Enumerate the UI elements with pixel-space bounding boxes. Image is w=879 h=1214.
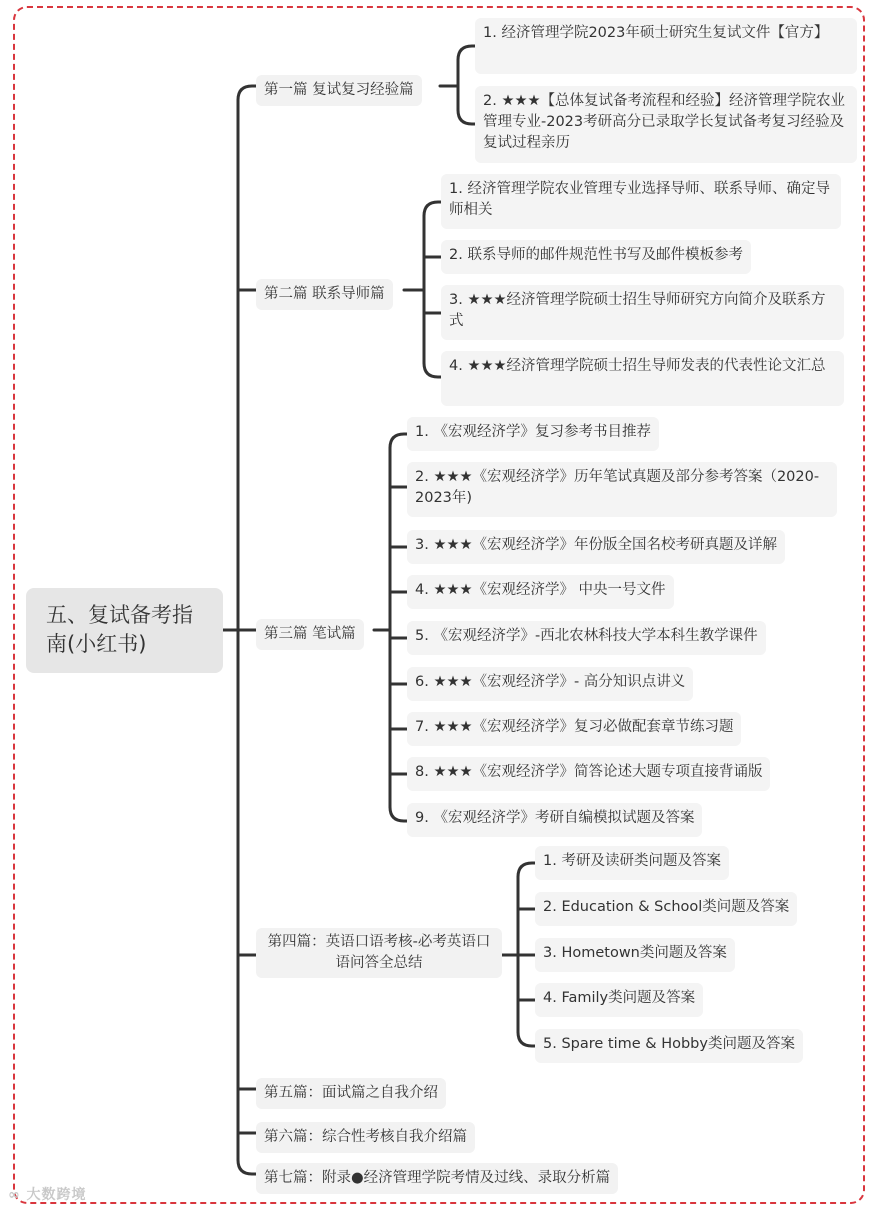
chapter-3-item: 7. ★★★《宏观经济学》复习必做配套章节练习题	[407, 712, 741, 746]
chapter-1-item: 2. ★★★【总体复试备考流程和经验】经济管理学院农业管理专业-2023考研高分已录取学长复试备考复习经验及复试过程亲历	[475, 86, 857, 163]
watermark	[8, 1184, 87, 1204]
chapter-4-item: 5. Spare time & Hobby类问题及答案	[535, 1029, 803, 1063]
chapter-1-node: 第一篇 复试复习经验篇	[256, 75, 422, 106]
chapter-3-item: 8. ★★★《宏观经济学》简答论述大题专项直接背诵版	[407, 757, 770, 791]
chapter-4-item: 4. Family类问题及答案	[535, 983, 703, 1017]
chapter-3-item: 6. ★★★《宏观经济学》- 高分知识点讲义	[407, 667, 693, 701]
chapter-3-item: 3. ★★★《宏观经济学》年份版全国名校考研真题及详解	[407, 530, 785, 564]
chapter-2-item: 4. ★★★经济管理学院硕士招生导师发表的代表性论文汇总	[441, 351, 844, 406]
chapter-3-node: 第三篇 笔试篇	[256, 619, 364, 650]
chapter-4-item: 3. Hometown类问题及答案	[535, 938, 735, 972]
chapter-2-node: 第二篇 联系导师篇	[256, 279, 393, 310]
chapter-2-item: 3. ★★★经济管理学院硕士招生导师研究方向简介及联系方式	[441, 285, 844, 340]
chapter-4-node: 第四篇：英语口语考核-必考英语口语问答全总结	[256, 928, 502, 978]
chapter-2-item: 2. 联系导师的邮件规范性书写及邮件模板参考	[441, 240, 751, 274]
watermark-text: 大数跨境	[26, 1187, 87, 1203]
watermark-logo-icon: ∞	[8, 1187, 21, 1203]
chapter-4-item: 2. Education & School类问题及答案	[535, 892, 797, 926]
chapter-4-item: 1. 考研及读研类问题及答案	[535, 846, 729, 880]
chapter-1-item: 1. 经济管理学院2023年硕士研究生复试文件【官方】	[475, 18, 857, 74]
chapter-3-item: 9. 《宏观经济学》考研自编模拟试题及答案	[407, 803, 702, 837]
root-node: 五、复试备考指南(小红书)	[26, 588, 223, 673]
chapter-5-node: 第五篇：面试篇之自我介绍	[256, 1078, 446, 1109]
chapter-7-node: 第七篇：附录●经济管理学院考情及过线、录取分析篇	[256, 1163, 618, 1194]
chapter-2-item: 1. 经济管理学院农业管理专业选择导师、联系导师、确定导师相关	[441, 174, 841, 229]
chapter-3-item: 4. ★★★《宏观经济学》 中央一号文件	[407, 575, 674, 609]
chapter-3-item: 5. 《宏观经济学》-西北农林科技大学本科生教学课件	[407, 621, 766, 655]
chapter-3-item: 2. ★★★《宏观经济学》历年笔试真题及部分参考答案（2020-2023年)	[407, 462, 837, 517]
chapter-6-node: 第六篇：综合性考核自我介绍篇	[256, 1122, 475, 1153]
chapter-3-item: 1. 《宏观经济学》复习参考书目推荐	[407, 417, 659, 451]
